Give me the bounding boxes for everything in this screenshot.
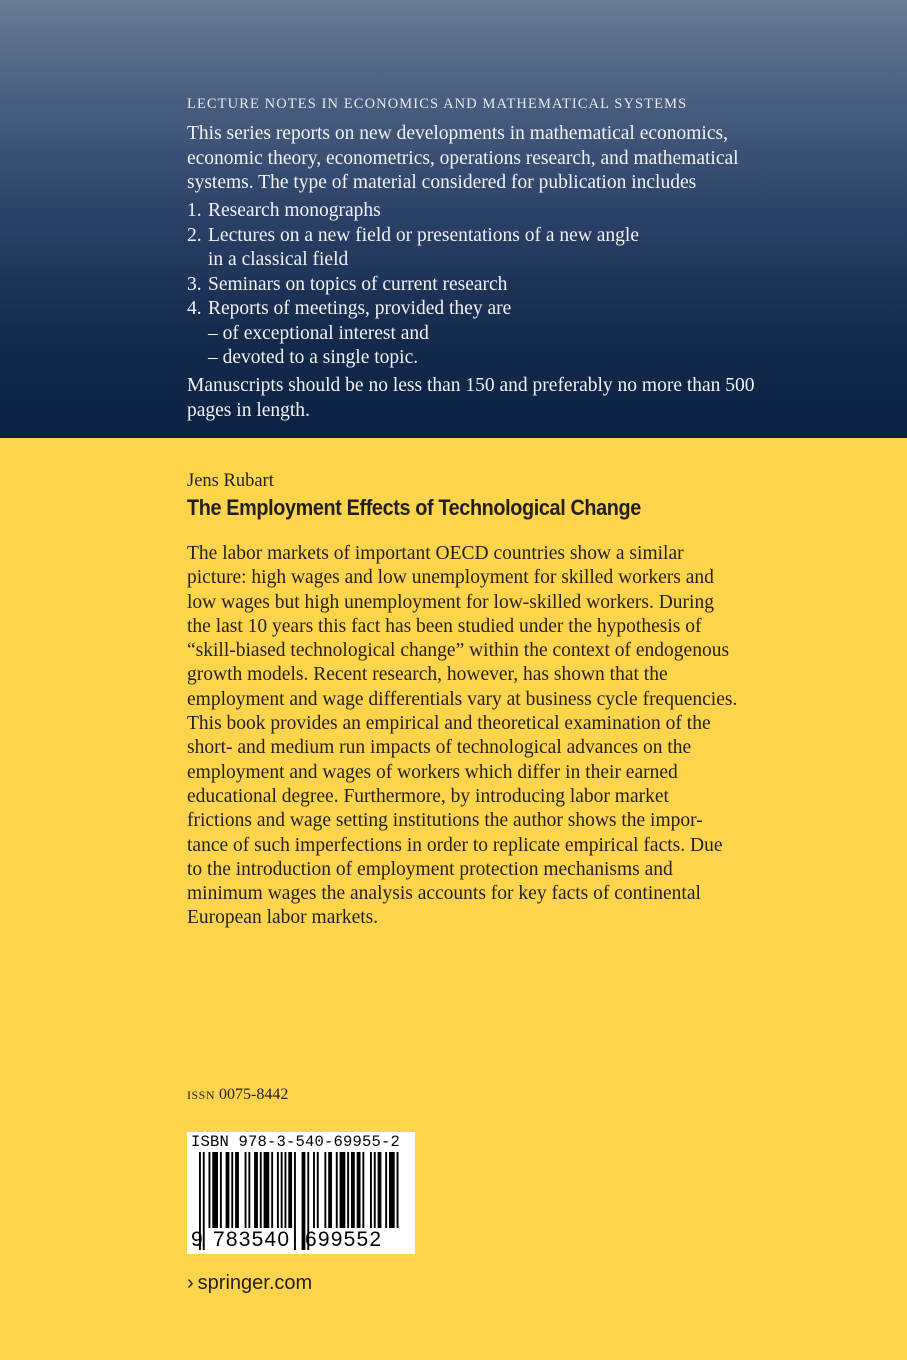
barcode-bar <box>235 1152 239 1228</box>
list-subitem: – of exceptional interest and <box>208 322 429 344</box>
barcode-bar <box>271 1152 273 1228</box>
abstract-line: to the introduction of employment protection mechanisms and <box>187 858 673 880</box>
series-band <box>0 0 907 438</box>
barcode-bar <box>340 1152 346 1228</box>
barcode-bar <box>347 1152 349 1228</box>
barcode-bar <box>220 1152 222 1228</box>
barcode-bar <box>231 1152 233 1228</box>
barcode-bar <box>370 1152 372 1228</box>
publication-types-list <box>187 199 787 371</box>
chevron-right-icon: › <box>187 1272 194 1294</box>
abstract-line: picture: high wages and low unemployment for skilled workers and <box>187 567 714 589</box>
barcode-bar <box>209 1152 211 1228</box>
manuscript-length-note: Manuscripts should be no less than 150 and preferably no more than 500 pages in length. <box>187 375 755 421</box>
barcode-bar <box>254 1152 258 1228</box>
barcode-bar <box>245 1152 247 1228</box>
abstract-line: tance of such imperfections in order to replicate empirical facts. Due <box>187 834 723 856</box>
barcode-digit-first: 9 <box>191 1228 203 1251</box>
barcode-digits-left: 783540 <box>213 1228 291 1251</box>
barcode-bar <box>397 1152 399 1228</box>
isbn-barcode <box>187 1132 415 1254</box>
issn-value: 0075-8442 <box>219 1086 289 1103</box>
barcode-bar <box>351 1152 355 1228</box>
list-text: Seminars on topics of current research <box>208 273 508 295</box>
list-text: Research monographs <box>208 200 381 221</box>
list-number: 2. <box>187 224 202 246</box>
list-text: Reports of meetings, provided they are <box>208 298 512 319</box>
barcode-bar <box>281 1152 283 1228</box>
list-item <box>187 297 787 371</box>
series-title: LECTURE NOTES IN ECONOMICS AND MATHEMATICAL SYSTEMS <box>187 96 688 112</box>
book-title: The Employment Effects of Technological Change <box>187 495 641 520</box>
list-item <box>187 199 787 224</box>
barcode-bar <box>385 1152 387 1228</box>
barcode-bar <box>288 1152 292 1228</box>
list-text: Lectures on a new field or presentations of a new angle <box>208 224 639 246</box>
abstract-line: short- and medium run impacts of technological advances on the <box>187 737 692 759</box>
abstract-line: low wages but high unemployment for low-skilled workers. During <box>187 591 714 613</box>
barcode-bar <box>374 1152 376 1228</box>
abstract-line: “skill-biased technological change” within the context of endogenous <box>187 640 730 662</box>
abstract-line: employment and wages of workers which differ in their earned <box>187 761 678 783</box>
list-item <box>187 224 787 273</box>
list-text-continuation: in a classical field <box>208 249 349 270</box>
series-description: This series reports on new developments in mathematical economics, economic theory, econometrics, operations research, and mathematical systems. The type of material considered for publication includes <box>187 123 739 193</box>
abstract-line: growth models. Recent research, however, has shown that the <box>187 664 668 686</box>
barcode-bar <box>317 1152 319 1228</box>
abstract-line: educational degree. Furthermore, by introducing labor market <box>187 785 669 807</box>
author-name: Jens Rubart <box>187 471 274 491</box>
barcode-bar <box>324 1152 326 1228</box>
barcode-bar <box>362 1152 364 1228</box>
book-band <box>0 438 907 1360</box>
barcode-digits-right: 699552 <box>305 1228 383 1251</box>
barcode-bar <box>313 1152 315 1228</box>
list-number: 1. <box>187 200 202 221</box>
abstract-line: employment and wage differentials vary at business cycle frequencies. <box>187 688 738 710</box>
abstract-line: European labor markets. <box>187 907 379 929</box>
barcode-bar <box>285 1152 287 1228</box>
barcode-bar <box>264 1152 270 1228</box>
barcode-digits <box>187 1228 415 1252</box>
barcode-bar <box>357 1152 361 1228</box>
list-subitem: – devoted to a single topic. <box>208 347 419 368</box>
book-abstract <box>187 542 747 931</box>
list-item <box>187 273 787 298</box>
abstract-line: The labor markets of important OECD countries show a similar <box>187 543 684 564</box>
issn <box>187 1086 288 1104</box>
barcode-bar <box>248 1152 250 1228</box>
barcode-bar <box>277 1152 279 1228</box>
barcode-bar <box>328 1152 332 1228</box>
barcode-bar <box>260 1152 262 1228</box>
issn-label: ISSN <box>187 1088 216 1102</box>
abstract-line: minimum wages the analysis accounts for key facts of continental <box>187 883 701 905</box>
list-number: 3. <box>187 273 202 295</box>
barcode-bar <box>378 1152 382 1228</box>
isbn-text: ISBN 978-3-540-69955-2 <box>191 1133 401 1151</box>
abstract-line: This book provides an empirical and theoretical examination of the <box>187 713 711 735</box>
list-number: 4. <box>187 298 202 319</box>
barcode-bar <box>389 1152 395 1228</box>
barcode-bar <box>226 1152 230 1228</box>
publisher-site: springer.com <box>197 1272 313 1294</box>
publisher-link[interactable] <box>187 1272 312 1295</box>
barcode-bar <box>212 1152 218 1228</box>
abstract-line: frictions and wage setting institutions the author shows the impor- <box>187 810 703 832</box>
barcode-bar <box>336 1152 338 1228</box>
abstract-line: the last 10 years this fact has been studied under the hypothesis of <box>187 615 702 637</box>
